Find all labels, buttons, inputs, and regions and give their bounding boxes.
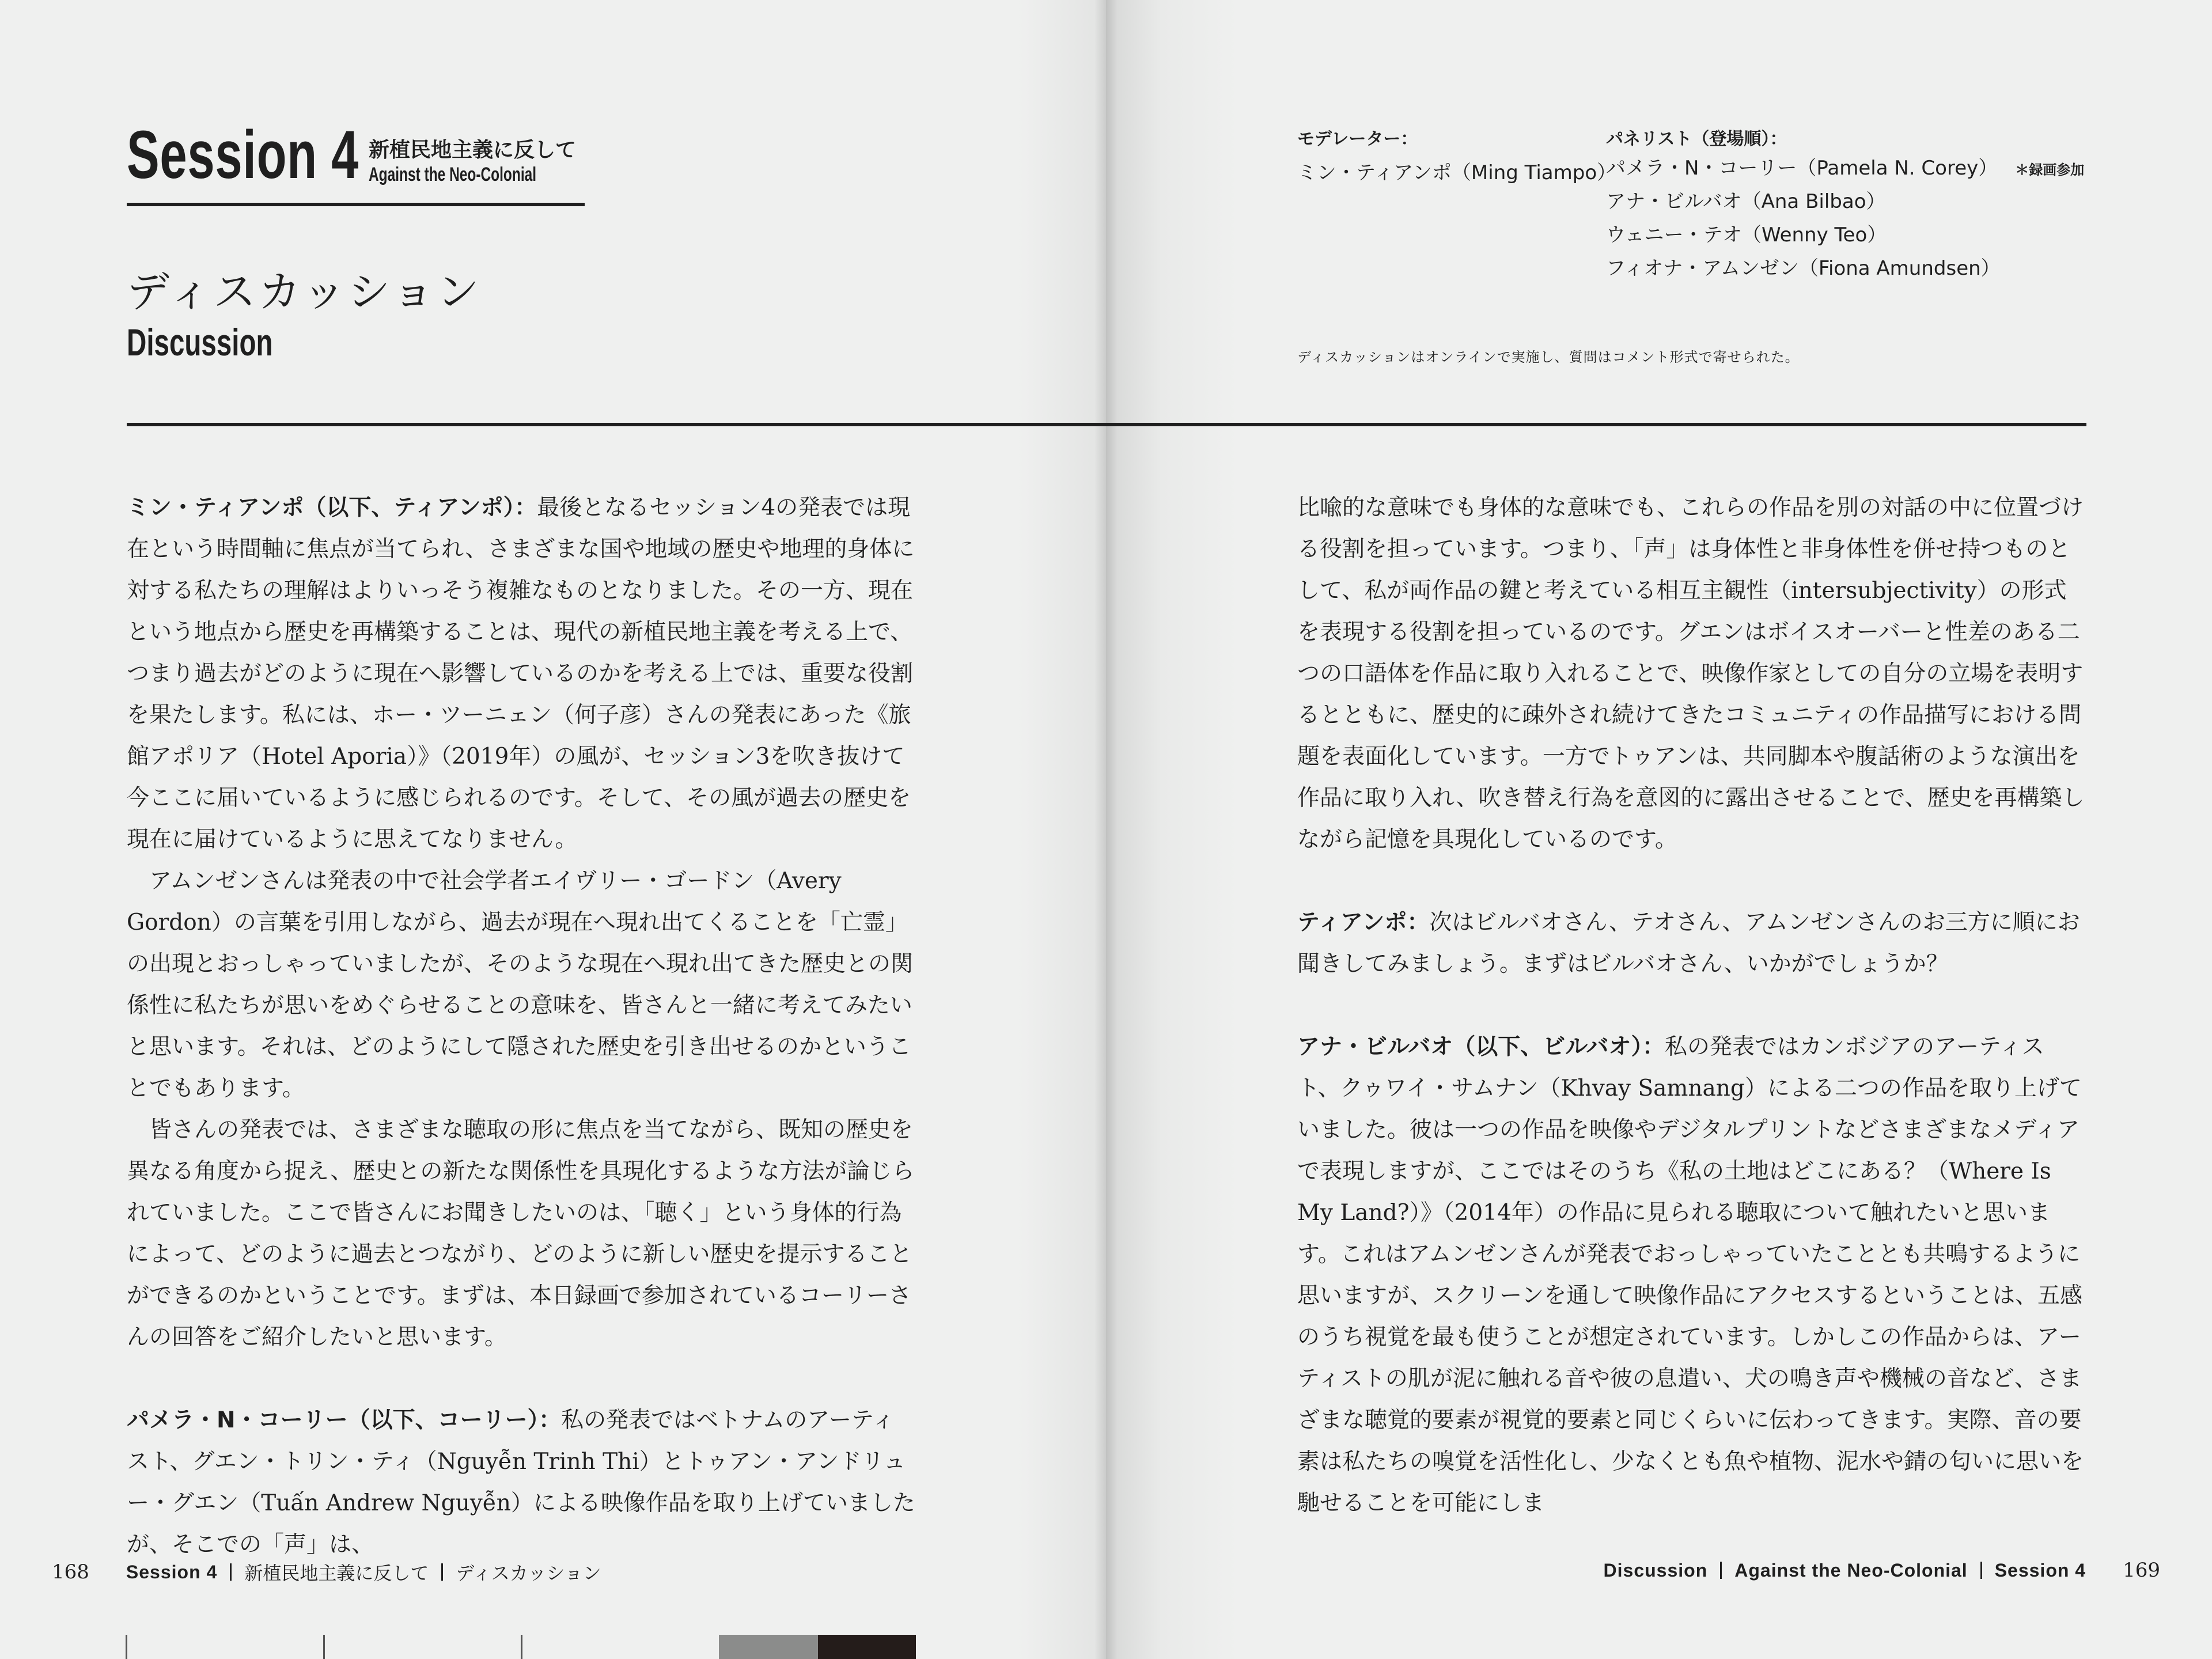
left-column [127,487,916,1566]
panelist-item: ウェニー・テオ（Wenny Teo） [1606,224,1887,247]
speaker-label: アナ・ビルバオ（以下、ビルバオ）： [1297,1034,1665,1060]
speaker-label: パメラ・N・コーリー（以下、コーリー）： [127,1407,562,1433]
moderator-name: ミン・ティアンポ（Ming Tiampo） [1297,161,1617,184]
moderator-label: モデレーター： [1297,129,1418,149]
separator [230,1563,232,1581]
panelist-item: パメラ・N・コーリー（Pamela N. Corey） ＊録画参加 [1606,157,2085,180]
session-rule [127,203,585,206]
right-column [1297,487,2086,1524]
panelist-list [1606,157,2084,290]
running-head-title: Discussion [1603,1559,1708,1581]
speaker-label: ティアンポ： [1297,910,1430,935]
paragraph: ティアンポ：次はビルバオさん、テオさん、アムンゼンさんのお三方に順にお聞きしてみましょう。まずはビルバオさん、いかがでしょうか？ [1297,910,2080,977]
left-footer [52,1559,601,1585]
running-head-session: Session 4 [1994,1559,2086,1581]
tab-tick [126,1635,127,1659]
panelists-label: パネリスト（登場順）： [1606,129,1787,149]
page-number: 169 [2123,1559,2160,1582]
speaker-label: ミン・ティアンポ（以下、ティアンポ）： [127,495,537,521]
running-head-theme: 新植民地主義に反して [244,1562,429,1584]
paragraph: ミン・ティアンポ（以下、ティアンポ）：最後となるセッション4の発表では現在という時間軸に焦点が当てられ、さまざまな国や地域の歴史や地理的身体に対する私たちの理解はよりいっそう複雑なものとなりました。その一方、現在という地点から歴史を再構築することは、現代の新植民地主義を考える上で、つまり過去がどのように現在へ影響しているのかを考える上では、重要な役割を果たします。私には、ホー・ツーニェン（何子彦）さんの発表にあった《旅館アポリア（Hotel Aporia）》（2019年）の風が、セッション3を吹き抜けて今ここに届いているように感じられるのです。そして、その風が過去の歴史を現在に届けているように思えてなりません。 [127,495,915,853]
recorded-note: ＊録画参加 [2015,162,2085,178]
section-tab-marks [126,1635,916,1659]
separator [1980,1562,1982,1579]
running-head-title: ディスカッション [456,1562,601,1584]
tab-block-active [818,1635,916,1659]
tab-tick [521,1635,522,1659]
session-theme-jp: 新植民地主義に反して [369,138,577,162]
paragraph: 皆さんの発表では、さまざまな聴取の形に焦点を当てながら、既知の歴史を異なる角度から捉え、歴史との新たな関係性を具現化するような方法が論じられていました。ここで皆さんにお聞きしたいのは、「聴く」という身体的行為によって、どのように過去とつながり、どのように新しい歴史を提示することができるのかということです。まずは、本日録画で参加されているコーリーさんの回答をご紹介したいと思います。 [127,1117,915,1350]
page-title-en: Discussion [127,321,273,363]
page-number: 168 [52,1560,89,1584]
tab-block-grey [719,1635,818,1659]
page-title-jp: ディスカッション [127,267,482,317]
online-note: ディスカッションはオンラインで実施し、質問はコメント形式で寄せられた。 [1297,349,1800,365]
paragraph: アナ・ビルバオ（以下、ビルバオ）：私の発表ではカンボジアのアーティスト、クゥワイ・サムナン（Khvay Samnang）による二つの作品を取り上げていました。彼は一つの作品を映像やデジタルプリントなどさまざまなメディアで表現しますが、ここではそのうち《私の土地はどこにある？（Where Is My Land?）》（2014年）の作品に見られる聴取について触れたいと思います。これはアムンゼンさんが発表でおっしゃっていたこととも共鳴するように思いますが、スクリーンを通して映像作品にアクセスするということは、五感のうち視覚を最も使うことが想定されています。しかしこの作品からは、アーティストの肌が泥に触れる音や彼の息遣い、犬の鳴き声や機械の音など、さまざまな聴覚的要素が視覚的要素と同じくらいに伝わってきます。実際、音の要素は私たちの嗅覚を活性化し、少なくとも魚や植物、泥水や錆の匂いに思いを馳せることを可能にしま [1297,1034,2084,1516]
separator [441,1563,443,1581]
paragraph: 比喩的な意味でも身体的な意味でも、これらの作品を別の対話の中に位置づける役割を担っています。つまり、「声」は身体性と非身体性を併せ持つものとして、私が両作品の鍵と考えている相互主観性（intersubjectivity）の形式を表現する役割を担っているのです。グエンはボイスオーバーと性差のある二つの口語体を作品に取り入れることで、映像作家としての自分の立場を表明するとともに、歴史的に疎外され続けてきたコミュニティの作品描写における問題を表面化しています。一方でトゥアンは、共同脚本や腹話術のような演出を作品に取り入れ、吹き替え行為を意図的に露出させることで、歴史を再構築しながら記憶を具現化しているのです。 [1297,495,2085,853]
running-head-session: Session 4 [126,1561,218,1582]
running-head-theme: Against the Neo-Colonial [1734,1559,1968,1581]
panelist-item: フィオナ・アムンゼン（Fiona Amundsen） [1606,257,2001,280]
panelist-item: アナ・ビルバオ（Ana Bilbao） [1606,190,1886,213]
header-rule [127,423,2086,426]
session-title: Session 4 [127,117,359,193]
separator [1720,1562,1722,1579]
session-theme-en: Against the Neo-Colonial [369,164,537,185]
right-footer [1604,1559,2160,1582]
tab-tick [323,1635,325,1659]
book-gutter [1094,0,1118,1659]
paragraph: パメラ・N・コーリー（以下、コーリー）：私の発表ではベトナムのアーティスト、グエン・トリン・ティ（Nguyễn Trinh Thi）とトゥアン・アンドリュー・グエン（Tuấn Andrew Nguyễn）による映像作品を取り上げていましたが、そこでの「声」は、 [127,1407,915,1558]
paragraph: アムンゼンさんは発表の中で社会学者エイヴリー・ゴードン（Avery Gordon）の言葉を引用しながら、過去が現在へ現れ出てくることを「亡霊」の出現とおっしゃっていましたが、そのような現在へ現れ出てきた歴史との関係性に私たちが思いをめぐらせることの意味を、皆さんと一緒に考えてみたいと思います。それは、どのようにして隠された歴史を引き出せるのかということでもあります。 [127,868,914,1101]
